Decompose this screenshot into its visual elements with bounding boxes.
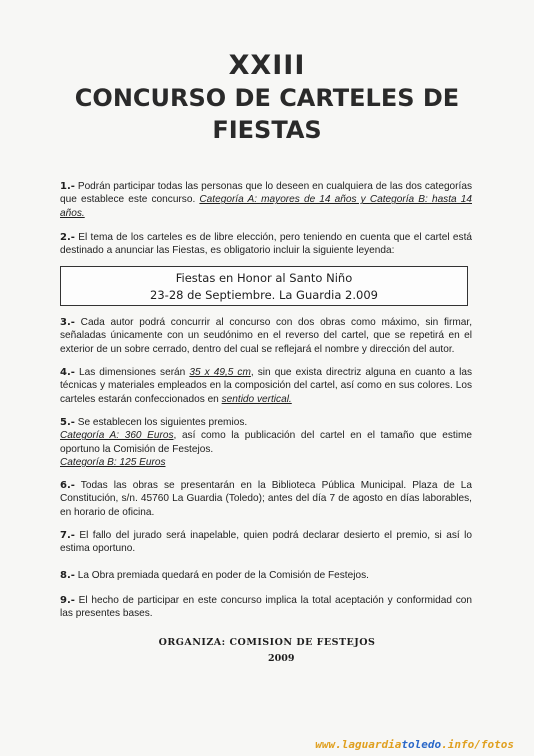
rule-number: 3.- xyxy=(60,317,75,328)
rule-text: El hecho de participar en este concurso implica la total aceptación y conformidad con las presentes bases. xyxy=(60,595,472,620)
rule-8 xyxy=(60,569,472,582)
rule-3 xyxy=(60,316,472,356)
rule-number: 5.- xyxy=(60,417,75,428)
rule-number: 2.- xyxy=(60,232,75,243)
rule-text: Todas las obras se presentarán en la Biblioteca Pública Municipal. Plaza de La Constitución, s/n. 45760 La Guardia (Toledo); antes del día 7 de agosto en días laborables, en horario de oficina. xyxy=(60,480,472,518)
watermark-part-b: toledo xyxy=(401,738,442,751)
rule-number: 6.- xyxy=(60,480,75,491)
rule-text: Cada autor podrá concurrir al concurso con dos obras como máximo, sin firmar, señaladas únicamente con un seudónimo en el reverso del cartel, que se repetirá en el exterior de un sobre cerrado, dentro del cual se reflejará el nombre y dirección del autor. xyxy=(60,317,472,355)
roman-numeral-title: XXIII xyxy=(228,50,306,81)
legend-line-2: 23-28 de Septiembre. La Guardia 2.009 xyxy=(150,288,378,302)
organizer-line: ORGANIZA: COMISION DE FESTEJOS xyxy=(158,637,376,648)
contest-title-line-1: CONCURSO DE CARTELES DE xyxy=(74,84,460,112)
rule-text: Se establecen los siguientes premios. xyxy=(74,417,248,428)
rule-emphasis: 35 x 49,5 cm xyxy=(189,367,251,378)
watermark-link xyxy=(315,738,514,751)
watermark-part-c: .info/fotos xyxy=(441,738,514,751)
rule-5 xyxy=(60,416,472,470)
rule-text: Las dimensiones serán xyxy=(74,367,190,378)
rule-text: , así como la publicación del cartel en el tamaño que estime oportuno la Comisión de Festejos. xyxy=(60,430,472,455)
rule-number: 9.- xyxy=(60,595,75,606)
prize-category-a: Categoría A: 360 Euros xyxy=(60,430,174,442)
rule-text: Podrán participar todas las personas que lo deseen en cualquiera de las dos categorías que establece este concurso. xyxy=(60,181,472,206)
rule-number: 1.- xyxy=(60,181,75,192)
rule-9 xyxy=(60,594,472,621)
legend-line-1: Fiestas en Honor al Santo Niño xyxy=(175,271,353,285)
rule-number: 8.- xyxy=(60,570,75,581)
rule-emphasis: Categoría A: mayores de 14 años y Categoría B: hasta 14 años. xyxy=(60,194,472,219)
footer-year: 2009 xyxy=(268,653,295,664)
rule-text: , sin que exista directriz alguna en cuanto a las técnicas y materiales empleados en la composición del cartel, así como en sus colores. Los carteles estarán confeccionados en xyxy=(60,367,472,405)
contest-title-line-2: FIESTAS xyxy=(212,116,322,144)
rule-4 xyxy=(60,366,472,406)
rule-7 xyxy=(60,529,472,556)
rule-text: El tema de los carteles es de libre elección, pero teniendo en cuenta que el cartel está destinado a anunciar las Fiestas, es obligatorio incluir la siguiente leyenda: xyxy=(60,232,472,257)
rule-text: El fallo del jurado será inapelable, quien podrá declarar desierto el premio, si así lo estima oportuno. xyxy=(60,530,472,555)
rule-6 xyxy=(60,479,472,519)
rule-number: 7.- xyxy=(60,530,75,541)
watermark-part-a: www.laguardia xyxy=(315,738,402,751)
legend-box xyxy=(60,266,468,306)
rule-emphasis: sentido vertical. xyxy=(221,393,292,405)
rule-text: La Obra premiada quedará en poder de la Comisión de Festejos. xyxy=(74,570,369,581)
prize-category-b: Categoría B: 125 Euros xyxy=(60,457,166,469)
rule-number: 4.- xyxy=(60,367,75,378)
rule-1 xyxy=(60,180,472,220)
rule-2 xyxy=(60,231,472,258)
